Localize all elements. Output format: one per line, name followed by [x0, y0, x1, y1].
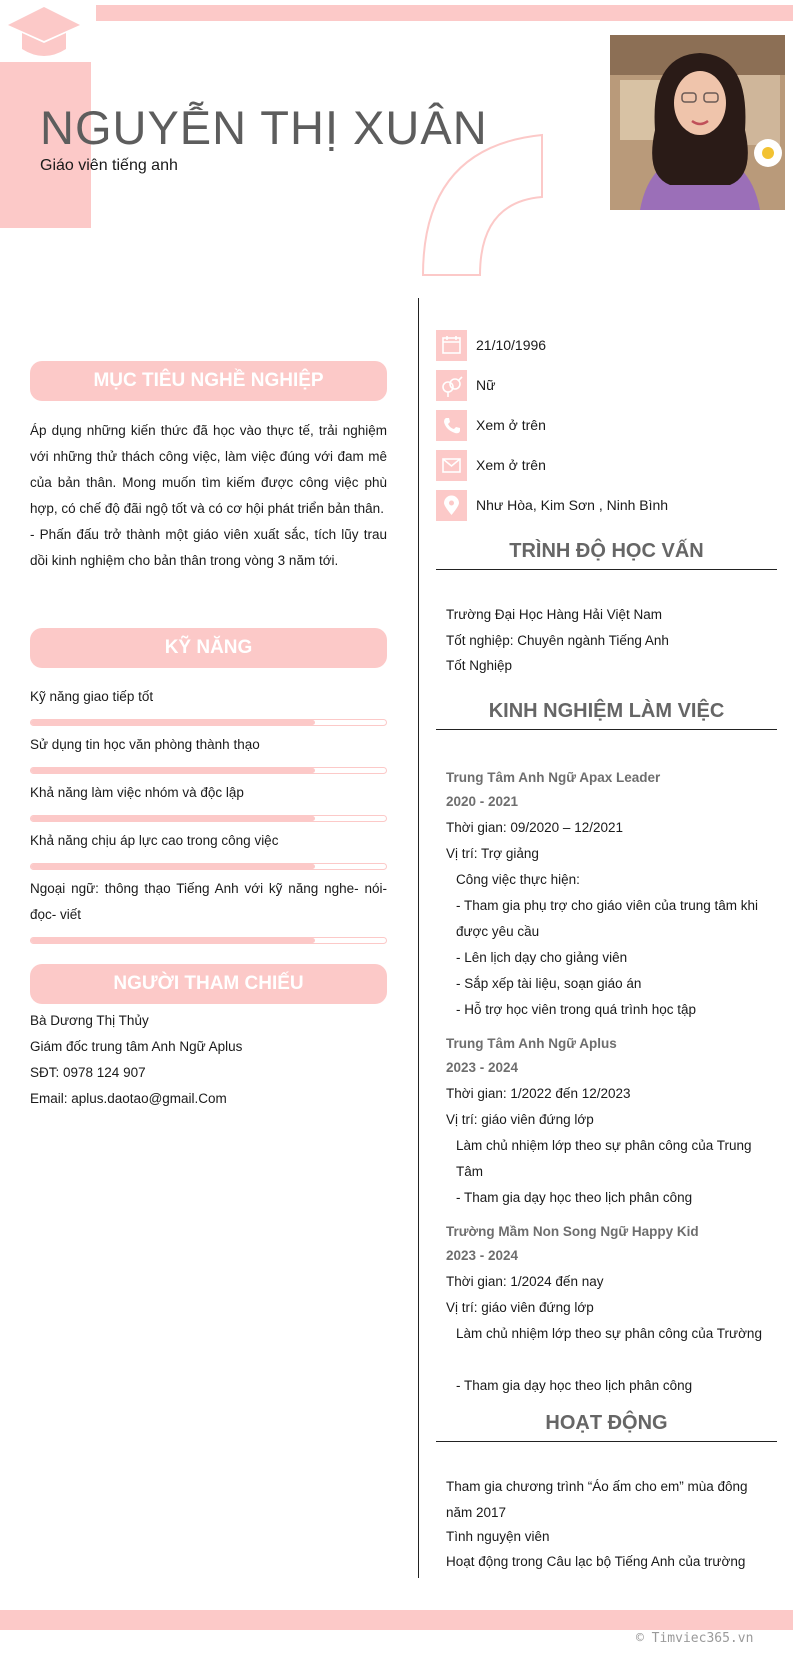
skill-name: Khả năng chịu áp lực cao trong công việc — [30, 833, 279, 848]
job-time: Thời gian: 1/2022 đến 12/2023 — [446, 1086, 631, 1101]
skill-name: Ngoại ngữ: thông thạo Tiếng Anh với kỹ năng nghe- nói- đọc- viết — [30, 881, 387, 922]
education-school: Trường Đại Học Hàng Hải Việt Nam — [446, 607, 662, 622]
job-duty: Làm chủ nhiệm lớp theo sự phân công của Trung Tâm — [456, 1138, 752, 1179]
info-gender — [436, 370, 776, 402]
watermark: © Timviec365.vn — [636, 1631, 754, 1646]
skill-item — [30, 732, 387, 774]
info-address — [436, 490, 776, 522]
bottom-accent-bar — [0, 1610, 793, 1630]
objective-paragraph: Áp dụng những kiến thức đã học vào thực tế, trải nghiệm với những thử thách công việc, làm việc đúng với đam mê của bản thân. Mong muốn tìm kiếm được công việc phù hợp, có chế độ đãi ngộ tốt và có cơ hội phát triển bản thân. — [30, 423, 387, 516]
job-years: 2023 - 2024 — [446, 1060, 519, 1075]
job-time: Thời gian: 09/2020 – 12/2021 — [446, 820, 623, 835]
activity-item: Tham gia chương trình “Áo ấm cho em” mùa đông năm 2017 — [446, 1479, 748, 1520]
job-title: Giáo viên tiếng anh — [40, 157, 178, 174]
job-position: Vị trí: Trợ giảng — [446, 846, 539, 861]
email-icon — [436, 450, 467, 481]
objective-text — [30, 418, 387, 574]
job-company: Trung Tâm Anh Ngữ Apax Leader — [446, 770, 661, 785]
skill-bar-fill — [31, 720, 315, 725]
column-divider — [418, 298, 419, 1578]
phone-icon — [436, 410, 467, 441]
skill-bar-fill — [31, 768, 315, 773]
references-heading: NGƯỜI THAM CHIẾU — [30, 964, 387, 1004]
calendar-icon — [436, 330, 467, 361]
top-accent-bar — [96, 5, 793, 21]
skill-bar — [30, 767, 387, 774]
info-email — [436, 450, 776, 482]
skills-heading: KỸ NĂNG — [30, 628, 387, 668]
job-duty: - Tham gia phụ trợ cho giáo viên của trung tâm khi được yêu cầu — [456, 898, 759, 939]
info-birthdate — [436, 330, 776, 362]
reference-email: Email: aplus.daotao@gmail.Com — [30, 1091, 227, 1106]
gender-icon — [436, 370, 467, 401]
job-duties-header: Công việc thực hiện: — [456, 872, 580, 887]
job-position: Vị trí: giáo viên đứng lớp — [446, 1300, 594, 1315]
job-position: Vị trí: giáo viên đứng lớp — [446, 1112, 594, 1127]
job-company: Trung Tâm Anh Ngữ Aplus — [446, 1036, 617, 1051]
email-value: Xem ở trên — [476, 457, 546, 473]
phone-value: Xem ở trên — [476, 417, 546, 433]
references-list — [30, 1008, 387, 1112]
experience-heading: KINH NGHIỆM LÀM VIỆC — [436, 700, 777, 730]
address-value: Như Hòa, Kim Sơn , Ninh Bình — [476, 497, 669, 513]
graduation-cap-icon — [6, 5, 82, 63]
job-duty: - Lên lịch dạy cho giảng viên — [456, 950, 628, 965]
activity-item: Hoạt động trong Câu lạc bộ Tiếng Anh của trường — [446, 1554, 746, 1569]
skill-item — [30, 828, 387, 870]
job-duty: - Sắp xếp tài liệu, soạn giáo án — [456, 976, 642, 991]
activities-heading: HOẠT ĐỘNG — [436, 1412, 777, 1442]
objective-goal: - Phấn đấu trở thành một giáo viên xuất sắc, tích lũy trau dồi kinh nghiệm cho bản thân trong vòng 3 năm tới. — [30, 527, 387, 568]
reference-role: Giám đốc trung tâm Anh Ngữ Aplus — [30, 1039, 243, 1054]
job-duty: - Tham gia dạy học theo lịch phân công — [456, 1378, 693, 1393]
job-years: 2023 - 2024 — [446, 1248, 519, 1263]
education-heading: TRÌNH ĐỘ HỌC VẤN — [436, 540, 777, 570]
profile-photo — [610, 35, 785, 210]
skill-bar — [30, 719, 387, 726]
skill-bar-fill — [31, 816, 315, 821]
reference-name: Bà Dương Thị Thủy — [30, 1013, 149, 1028]
activity-item: Tình nguyện viên — [446, 1529, 550, 1544]
skill-bar — [30, 815, 387, 822]
skill-item — [30, 876, 387, 944]
skill-bar-fill — [31, 864, 315, 869]
skill-bar-fill — [31, 938, 315, 943]
skill-bar — [30, 937, 387, 944]
education-major: Tốt nghiệp: Chuyên ngành Tiếng Anh — [446, 633, 669, 648]
job-duty: - Hỗ trợ học viên trong quá trình học tập — [456, 1002, 696, 1017]
skill-bar — [30, 863, 387, 870]
location-icon — [436, 490, 467, 521]
candidate-name: NGUYỄN THỊ XUÂN — [40, 101, 488, 154]
job-time: Thời gian: 1/2024 đến nay — [446, 1274, 604, 1289]
job-duty: Làm chủ nhiệm lớp theo sự phân công của Trường — [456, 1326, 762, 1341]
job-company: Trường Mầm Non Song Ngữ Happy Kid — [446, 1224, 699, 1239]
job-duty: - Tham gia dạy học theo lịch phân công — [456, 1190, 693, 1205]
education-status: Tốt Nghiệp — [446, 658, 513, 673]
info-phone — [436, 410, 776, 442]
skill-name: Khả năng làm việc nhóm và độc lập — [30, 785, 244, 800]
gender-value: Nữ — [476, 377, 496, 393]
job-years: 2020 - 2021 — [446, 794, 519, 809]
skill-name: Sử dụng tin học văn phòng thành thạo — [30, 737, 260, 752]
skill-item — [30, 684, 387, 726]
birthdate-value: 21/10/1996 — [476, 337, 547, 353]
skill-item — [30, 780, 387, 822]
skill-name: Kỹ năng giao tiếp tốt — [30, 689, 154, 704]
reference-phone: SĐT: 0978 124 907 — [30, 1065, 146, 1080]
objective-heading: MỤC TIÊU NGHỀ NGHIỆP — [30, 361, 387, 401]
